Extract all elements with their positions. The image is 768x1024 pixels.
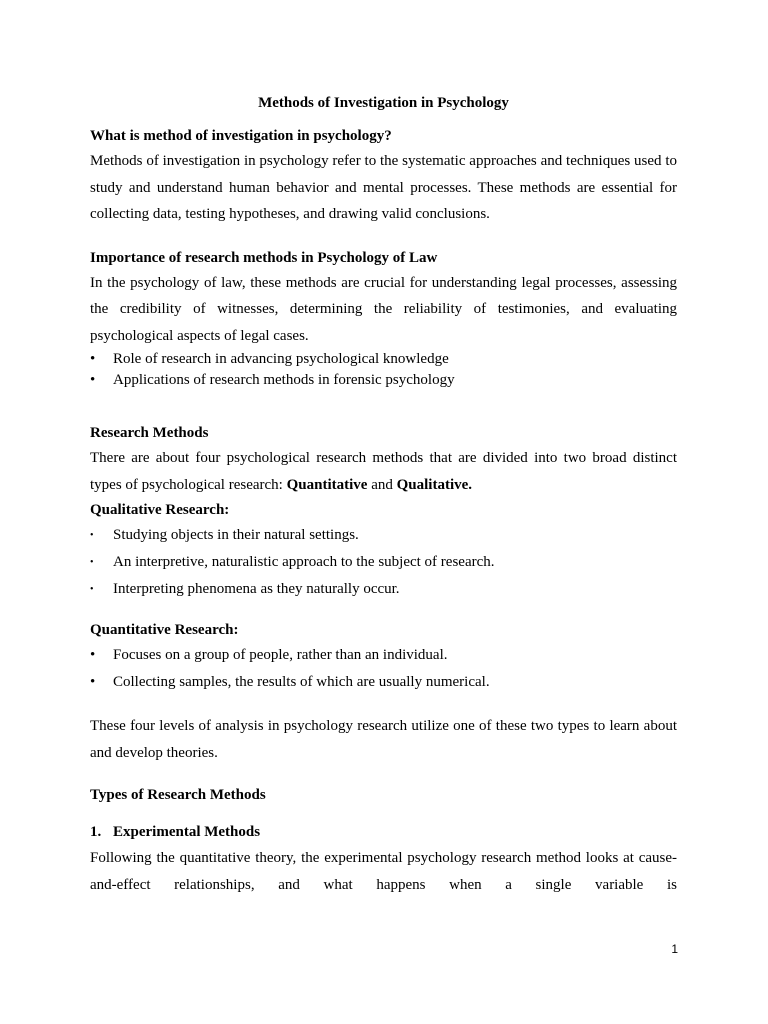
list-item-text: Interpreting phenomena as they naturally occur. xyxy=(113,581,400,597)
paragraph-text: There are about four psychological research methods that are divided into two broad distinct types of psychological research: xyxy=(90,450,677,493)
quantitative-bullet-list xyxy=(90,642,677,696)
section-paragraph-importance: In the psychology of law, these methods are crucial for understanding legal processes, assessing the credibility of witnesses, determining the reliability of testimonies, and evaluating psychological aspects of legal cases. xyxy=(90,274,677,344)
list-item-text: Studying objects in their natural settings. xyxy=(113,527,359,543)
qualitative-bullet-list xyxy=(90,522,677,603)
list-item xyxy=(90,549,677,576)
document-title: Methods of Investigation in Psychology xyxy=(258,95,509,111)
experimental-paragraph: Following the quantitative theory, the experimental psychology research method looks at cause-and-effect relationships, and what happens when a single variable is xyxy=(90,850,677,893)
list-item-text: Role of research in advancing psychological knowledge xyxy=(113,351,449,367)
bullet-icon: • xyxy=(90,351,96,367)
section-paragraph-research-methods xyxy=(90,445,677,498)
page-number: 1 xyxy=(671,942,678,956)
bold-quantitative: Quantitative xyxy=(286,476,368,493)
list-number: 1. xyxy=(90,824,102,840)
document-page xyxy=(90,90,677,898)
list-item xyxy=(90,576,677,603)
list-item-text: Applications of research methods in forensic psychology xyxy=(113,372,455,388)
list-item xyxy=(90,370,677,391)
list-item-text: Collecting samples, the results of which are usually numerical. xyxy=(113,674,490,690)
numbered-heading-text: Experimental Methods xyxy=(113,824,261,840)
bullet-icon: • xyxy=(90,557,94,568)
bold-qualitative: Qualitative. xyxy=(396,476,473,493)
bullet-icon: • xyxy=(90,674,96,690)
bullet-icon: • xyxy=(90,584,94,595)
section-heading-importance: Importance of research methods in Psychology of Law xyxy=(90,249,438,266)
list-item-text: Focuses on a group of people, rather than an individual. xyxy=(113,647,448,663)
quantitative-heading: Quantitative Research: xyxy=(90,622,239,638)
bullet-icon: • xyxy=(90,647,96,663)
list-item-text: An interpretive, naturalistic approach to the subject of research. xyxy=(113,554,495,570)
bullet-icon: • xyxy=(90,530,94,541)
list-item xyxy=(90,349,677,370)
bullet-icon: • xyxy=(90,372,96,388)
and-word: and xyxy=(367,476,397,493)
levels-paragraph: These four levels of analysis in psychology research utilize one of these two types to learn about and develop theories. xyxy=(90,718,677,761)
section-heading-research-methods: Research Methods xyxy=(90,425,209,441)
types-heading: Types of Research Methods xyxy=(90,787,266,803)
list-item xyxy=(90,669,677,696)
list-item xyxy=(90,522,677,549)
qualitative-heading: Qualitative Research: xyxy=(90,502,230,518)
numbered-heading-experimental xyxy=(90,819,677,845)
section-heading-what-is: What is method of investigation in psychology? xyxy=(90,128,392,144)
section-paragraph-what-is: Methods of investigation in psychology refer to the systematic approaches and techniques used to study and understand human behavior and mental processes. These methods are essential for collecting data, testing hypotheses, and drawing valid conclusions. xyxy=(90,153,677,222)
list-item xyxy=(90,642,677,669)
importance-bullet-list xyxy=(90,349,677,391)
